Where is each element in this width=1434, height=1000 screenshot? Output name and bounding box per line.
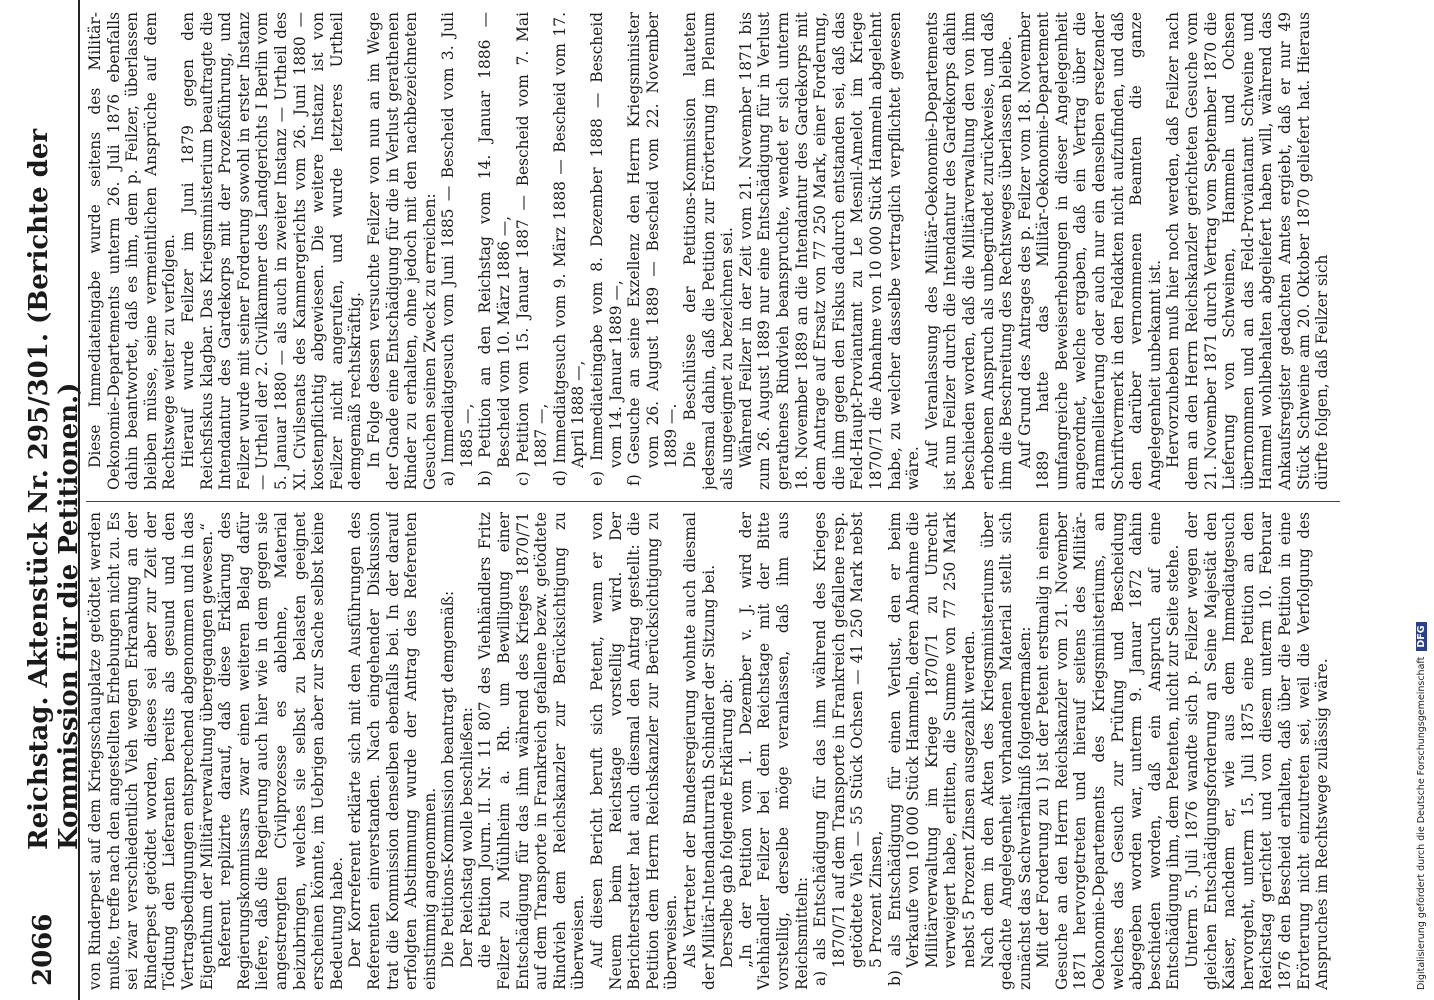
paragraph: Unterm 5. Juli 1876 wandte sich p. Feilzer wegen der gleichen Entschädigungsforderung an Seine Majestät den Kaiser, nachdem er, wie aus dem Immediatgesuch hervorgeht, unterm 15. Juli 1875 eine Petition an den Reichstag gerichtet und von diesem unterm 10. Februar 1876 den Bescheid erhalten, daß über die Petition in eine Erörterung nicht einzutreten sei, weil die Verfolgung des Anspruches im Rechtswege zulässig wäre.	[1183, 512, 1332, 990]
page-header	[8, 0, 84, 1000]
paragraph: Als Vertreter der Bundesregierung wohnte auch diesmal der Militär-Intendanturrath Schindler der Sitzung bei.	[681, 512, 718, 990]
paragraph: Auf Grund des Antrages des p. Feilzer vom 18. November 1889 hatte das Militär-Oekonomie-Departement umfangreiche Beweiserhebungen in dieser Angelegenheit angeordnet, welche ergaben, daß ein Vertrag über die Hammellieferung oder auch nur ein denselben ersetzender Schriftvermerk in den Feldakten nicht aufzufinden, und daß den darüber vernommenen Beamten die ganze Angelegenheit unbekannt ist.	[1015, 12, 1164, 490]
paragraph: e) Immediateingabe vom 8. Dezember 1888 — Bescheid vom 14. Januar 1889 —,	[588, 12, 625, 486]
paragraph: a) als Entschädigung für das ihm während des Krieges 1870/71 auf dem Transporte in Frankreich gefallene resp. getödtete Vieh — 55 Stück Ochsen — 41 250 Mark nebst 5 Prozent Zinsen,	[811, 512, 885, 986]
paragraph: b) als Entschädigung für einen Verlust, den er beim Verkaufe von 10 000 Stück Hammeln, deren Abnahme die Militärverwaltung im Kriege 1870/71 zu Unrecht verweigert habe, erlitten, die Summe von 77 250 Mark nebst 5 Prozent Zinsen ausgezahlt werden.	[885, 512, 978, 986]
paragraph: Auf Veranlassung des Militär-Oekonomie-Departements ist nun Feilzer durch die Intendantur des Gardekorps dahin beschieden worden, daß die Militärverwaltung den von ihm erhobenen Anspruch als unbegründet zurückweise, und daß ihm die Beschreitung des Rechtsweges überlassen bleibe.	[922, 12, 1016, 490]
right-column	[86, 12, 1340, 490]
paragraph: Hervorzuheben muß hier noch werden, daß Feilzer nach dem an den Herrn Reichskanzler gerichteten Gesuche vom 21. November 1871 durch Vertrag vom September 1870 die Lieferung von Schweinen, Hammeln und Ochsen übernommen und an das Feld-Proviantamt Schweine und Hammel wohlbehalten abgeliefert haben will, während das Ankaufsregister gedachten Amtes ergiebt, daß er nur 49 Stück Schweine am 20. Oktober 1870 geliefert hat. Hieraus dürfte folgen, daß Feilzer sich	[1164, 12, 1332, 490]
credit-text: Digitalisierung gefördert durch die Deutsche Forschungsgemeinschaft	[1416, 656, 1427, 990]
paragraph: f) Gesuche an seine Exzellenz den Herrn Kriegsminister vom 26. August 1889 — Bescheid vom 22. November 1889 —.	[625, 12, 681, 486]
paragraph: Während Feilzer in der Zeit vom 21. November 1871 bis zum 26. August 1889 nur eine Entschädigung für in Verlust gerathenes Rindvieh beanspruchte, wendet er sich unterm 18. November 1889 an die Intendantur des Gardekorps mit dem Antrage auf Ersatz von 77 250 Mark, einer Forderung, die ihm gegen den Fiskus dadurch entstanden sei, daß das Feld-Haupt-Proviantamt zu Le Mesnil-Amelot im Kriege 1870/71 die Abnahme von 10 000 Stück Hammeln abgelehnt habe, zu welcher dasselbe vertraglich verpflichtet gewesen wäre.	[736, 12, 923, 490]
paragraph: Auf diesen Bericht beruft sich Petent, wenn er von Neuem beim Reichstage vorstellig wird. Der Berichterstatter hat auch diesmal den Antrag gestellt: die Petition dem Herrn Reichskanzler zur Berücksichtigung zu überweisen.	[588, 512, 681, 990]
paragraph: von Rinderpest auf dem Kriegsschauplatze getödtet werden mußte, treffe nach den angestellten Erhebungen nicht zu. Es sei zwar verschiedentlich Vieh wegen Erkrankung an der Rinderpest getödtet worden, dieses sei aber zur Zeit der Tödtung den Lieferanten bereits als gesund und den Vertragsbedingungen entsprechend abgenommen und in das Eigenthum der Militärverwaltung übergegangen gewesen.“	[86, 512, 216, 990]
paragraph: „In der Petition vom 1. Dezember v. J. wird der Viehhändler Feilzer bei dem Reichstage mit der Bitte vorstellig, derselbe möge veranlassen, daß ihm aus Reichsmitteln:	[736, 512, 811, 990]
column-divider	[86, 501, 1340, 502]
running-title: Reichstag. Aktenstück Nr. 295/301. (Berichte der Kommission für die Petitionen.)	[24, 128, 84, 850]
paragraph: a) Immediatgesuch vom Juni 1885 — Bescheid vom 3. Juli 1885 —,	[439, 12, 476, 486]
paragraph: Nach dem in den Akten des Kriegsministeriums über gedachte Angelegenheit vorhandenen Material stellt sich zunächst das Sachverhältniß folgendermaßen:	[978, 512, 1034, 990]
digitization-credit	[1416, 10, 1430, 990]
paragraph: Mit der Forderung zu 1) ist der Petent erstmalig in einem Gesuche an den Herrn Reichskanzler vom 21. November 1871 hervorgetreten und hierauf seitens des Militär-Oekonomie-Departements des Kriegsministeriums, an welches das Gesuch zur Prüfung und Bescheidung abgegeben worden war, unterm 9. Januar 1872 dahin beschieden worden, daß ein Anspruch auf eine Entschädigung ihm, dem Petenten, nicht zur Seite stehe.	[1034, 512, 1183, 990]
paragraph: c) Petition vom 15. Januar 1887 — Bescheid vom 7. Mai 1887 —,	[513, 12, 551, 486]
paragraph: Referent replizirte darauf, daß diese Erklärung des Regierungskommissars zwar einen weiteren Belag dafür liefere, daß die Regierung auch hier wie in dem gegen sie angestrengten Civilprozesse es ablehne, Material beizubringen, welches sie selbst zu belasten geeignet erscheinen könnte, im Uebrigen aber zur Sache selbst keine Bedeutung habe.	[216, 512, 346, 990]
paragraph: Die Beschlüsse der Petitions-Kommission lauteten jedesmal dahin, daß die Petition zur Erörterung im Plenum als ungeeignet zu bezeichnen sei.	[681, 12, 737, 490]
page-number: 2066	[28, 913, 58, 986]
paragraph: b) Petition an den Reichstag vom 14. Januar 1886 — Bescheid vom 10. März 1886 —,	[476, 12, 514, 486]
paragraph: die Petition Journ. II. Nr. 11 807 des Viehhändlers Fritz Feilzer zu Mühlheim a. Rh. um Bewilligung einer Entschädigung für das ihm während des Krieges 1870/71 auf dem Transporte in Frankreich gefallene bezw. getödtete Rindvieh dem Reichskanzler zur Berücksichtigung zu überweisen.	[476, 512, 588, 990]
dfg-logo: DFG	[1416, 622, 1427, 650]
left-column	[86, 512, 1340, 990]
paragraph: Die Petitions-Kommission beantragt demgemäß:	[439, 590, 458, 968]
paragraph: Der Korreferent erklärte sich mit den Ausführungen des Referenten einverstanden. Nach eingehender Diskussion trat die Kommission denselben ebenfalls bei. In der darauf erfolgten Abstimmung wurde der Antrag des Referenten einstimmig angenommen.	[346, 512, 439, 990]
paragraph: Hierauf wurde Feilzer im Juni 1879 gegen den Reichsfiskus klagbar. Das Kriegsministerium beauftragte die Intendantur des Gardekorps mit der Prozeßführung, und Feilzer wurde mit seiner Forderung sowohl in erster Instanz — Urtheil der 2. Civilkammer des Landgerichts I Berlin vom 5. Januar 1880 — als auch in zweiter Instanz — Urtheil des XI. Civilsenats des Kammergerichts vom 26. Juni 1880 — kostenpflichtig abgewiesen. Die weitere Instanz ist von Feilzer nicht angerufen, und wurde letzteres Urtheil demgemäß rechtskräftig.	[178, 12, 365, 490]
paragraph: d) Immediatgesuch vom 9. März 1888 — Bescheid vom 17. April 1888 —,	[550, 12, 588, 486]
paragraph: Der Reichstag wolle beschließen:	[457, 707, 476, 968]
paragraph: In Folge dessen versuchte Feilzer von nun an im Wege der Gnade eine Entschädigung für die in Verlust gerathenen Rinder zu erhalten, ohne jedoch mit den nachbezeichneten Gesuchen seinen Zweck zu erreichen:	[364, 12, 439, 490]
paragraph: Derselbe gab folgende Erklärung ab:	[718, 678, 737, 968]
paragraph: Diese Immediateingabe wurde seitens des Militär-Oekonomie-Departements unterm 26. Juli 1876 ebenfalls dahin beantwortet, daß es ihm, dem p. Feilzer, überlassen bleiben müsse, seine vermeintlichen Ansprüche auf dem Rechtswege weiter zu verfolgen.	[86, 12, 179, 490]
